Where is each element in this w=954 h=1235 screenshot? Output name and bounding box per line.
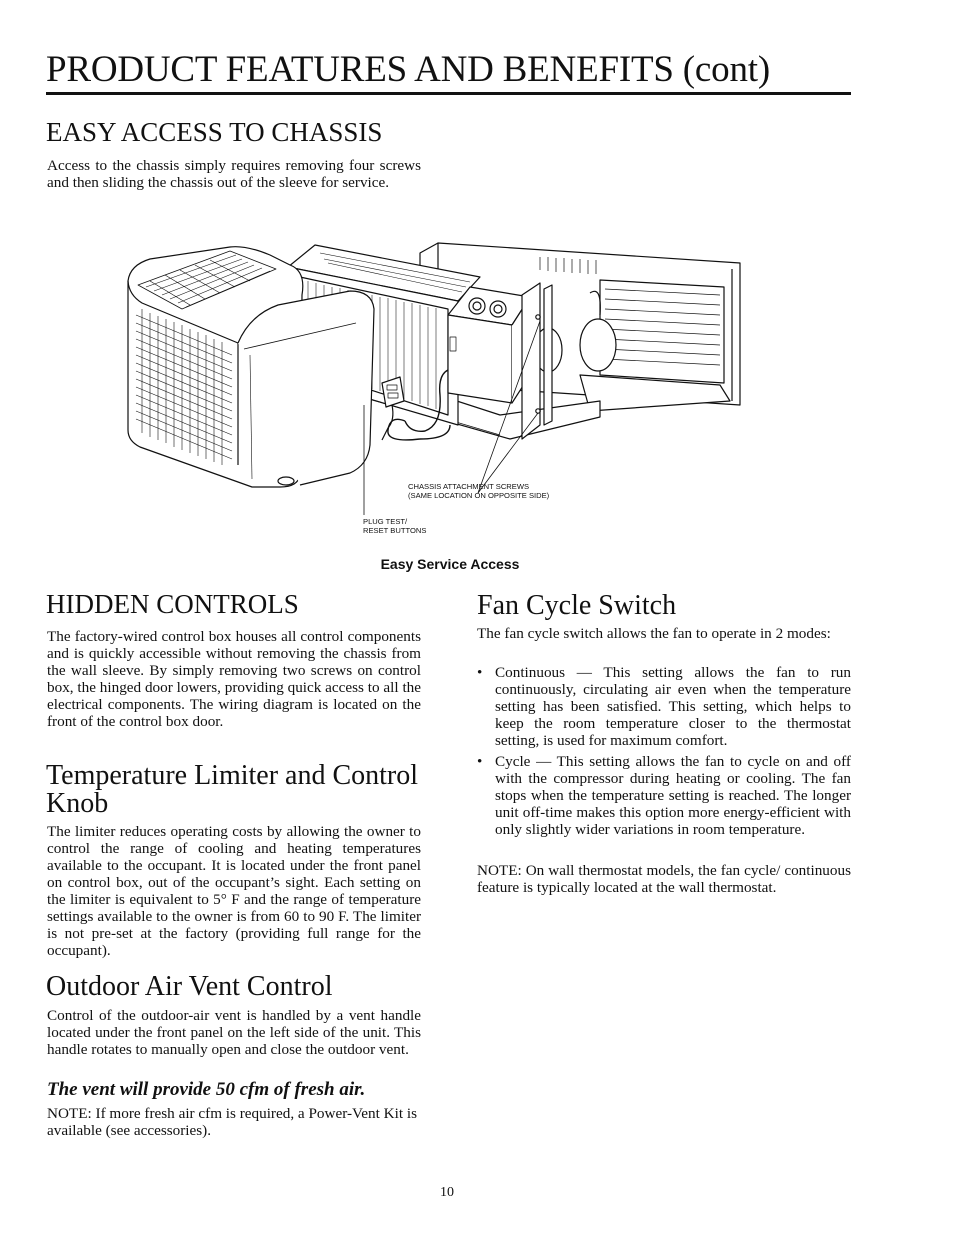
hidden-controls-heading: HIDDEN CONTROLS xyxy=(46,589,299,619)
plug-test-reset-buttons xyxy=(382,377,404,407)
page-title: PRODUCT FEATURES AND BENEFITS (cont) xyxy=(46,49,770,90)
temp-limiter-body: The limiter reduces operating costs by allowing the owner to control the range of cooling and heating temperatures available to the occupant. It is located under the front panel on control box, out of the occupant’s sight. Each setting on the limiter is equivalent to 5° F and the range of temperature settings available to the owner is from 60 to 90 F. The limiter is not pre-set at the factory (providing full range for the occupant). xyxy=(47,823,421,959)
figure-caption: Easy Service Access xyxy=(380,556,520,572)
title-rule xyxy=(46,92,851,95)
callout-plug-line2: RESET BUTTONS xyxy=(363,526,427,535)
callout-screws-line2: (SAME LOCATION ON OPPOSITE SIDE) xyxy=(408,491,550,500)
easy-access-body: Access to the chassis simply requires removing four screws and then sliding the chassis out of the sleeve for service. xyxy=(47,157,421,191)
mode-cycle-text: Cycle — This setting allows the fan to cycle on and off with the compressor during heating or cooling. The fan stops when the temperature setting is reached. The longer unit off-time makes this option more energy-efficient with only slightly wider variations in room temperature. xyxy=(495,753,851,838)
fan-cycle-modes xyxy=(477,664,851,842)
hidden-controls-body: The factory-wired control box houses all control components and is quickly accessible without removing the chassis from the wall sleeve. By simply removing two screws on control box, the hinged door lowers, providing quick access to all the electrical components. The wiring diagram is located on the front of the control box door. xyxy=(47,628,421,730)
outdoor-air-emphasis: The vent will provide 50 cfm of fresh air. xyxy=(47,1079,366,1100)
callout-plug-line1: PLUG TEST/ xyxy=(363,517,408,526)
easy-access-heading: EASY ACCESS TO CHASSIS xyxy=(46,117,383,147)
mode-cycle xyxy=(477,753,851,838)
bullet-dot: • xyxy=(477,664,483,681)
fan-cycle-intro: The fan cycle switch allows the fan to operate in 2 modes: xyxy=(477,625,831,642)
outdoor-air-heading: Outdoor Air Vent Control xyxy=(46,971,333,1002)
fan-cycle-note: NOTE: On wall thermostat models, the fan cycle/ continuous feature is typically located at the wall thermostat. xyxy=(477,862,851,896)
mode-continuous xyxy=(477,664,851,749)
page-number: 10 xyxy=(440,1185,454,1200)
callout-screws-line1: CHASSIS ATTACHMENT SCREWS xyxy=(408,482,530,491)
outdoor-air-note: NOTE: If more fresh air cfm is required, a Power-Vent Kit is available (see accessories). xyxy=(47,1105,417,1139)
bullet-dot: • xyxy=(477,753,483,770)
mode-continuous-text: Continuous — This setting allows the fan to run continuously, circulating air even when the temperature setting has been satisfied. This setting, which helps to keep the room temperature closer to the thermostat setting, is used for maximum comfort. xyxy=(495,664,851,749)
outdoor-air-body: Control of the outdoor-air vent is handled by a vent handle located under the front panel on the left side of the unit. This handle rotates to manually open and close the outdoor vent. xyxy=(47,1007,421,1058)
temp-limiter-heading: Temperature Limiter and Control Knob xyxy=(46,760,419,819)
fan-cycle-heading: Fan Cycle Switch xyxy=(477,590,677,621)
